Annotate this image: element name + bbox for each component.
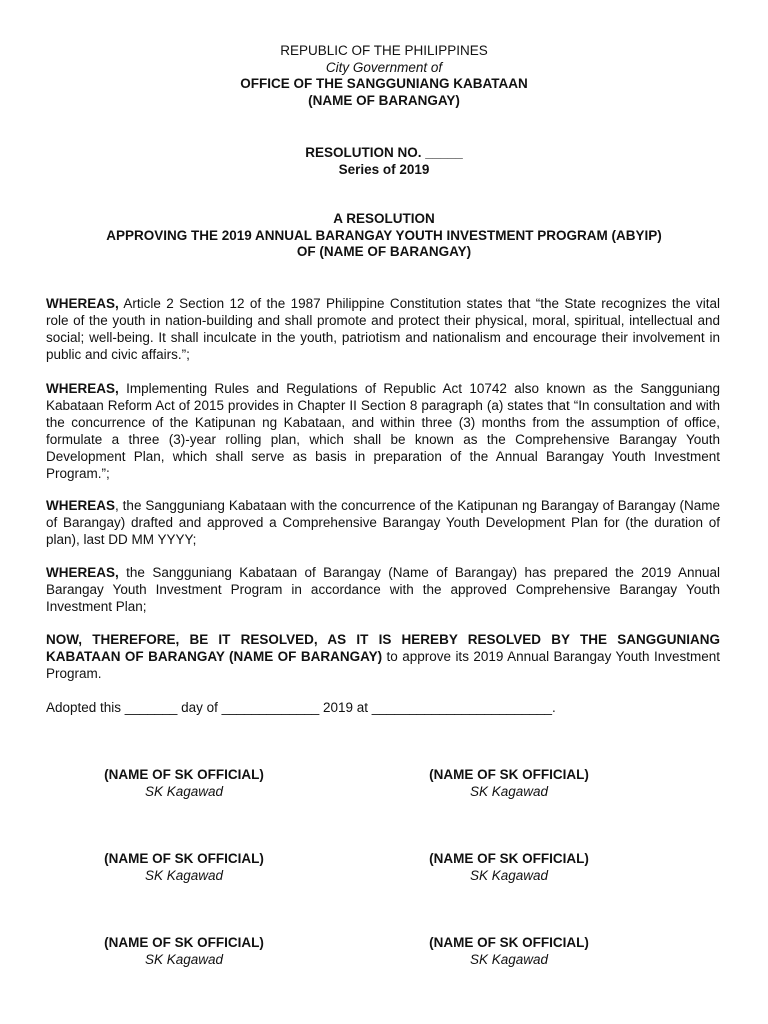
signatory-role: SK Kagawad bbox=[144, 868, 224, 883]
signatory-role: SK Kagawad bbox=[144, 784, 224, 799]
signatory-block bbox=[64, 934, 304, 968]
signatory-block bbox=[389, 766, 629, 800]
whereas-text: the Sangguniang Kabataan of Barangay (Name of Barangay) has prepared the 2019 Annual Barangay Youth Investment Program in accordance with the approved Comprehensive Barangay Youth Investment Plan; bbox=[46, 565, 720, 614]
city-government-line: City Government of bbox=[325, 59, 443, 75]
resolved-clause bbox=[46, 631, 720, 682]
resolution-number: RESOLUTION NO. _____ bbox=[305, 145, 463, 160]
document-header bbox=[0, 43, 768, 109]
office-line: OFFICE OF THE SANGGUNIANG KABATAAN bbox=[240, 76, 528, 91]
barangay-line: (NAME OF BARANGAY) bbox=[308, 92, 460, 108]
whereas-text: , the Sangguniang Kabataan with the concurrence of the Katipunan ng Barangay of Barangay (Name of Barangay) drafted and approved a Comprehensive Barangay Youth Development Plan for (the duration of plan), last DD MM YYYY; bbox=[46, 498, 720, 547]
whereas-lead: WHEREAS, bbox=[46, 381, 119, 396]
resolved-text: to approve its 2019 Annual Barangay Youth Investment Program. bbox=[46, 649, 720, 681]
whereas-lead: WHEREAS, bbox=[46, 565, 119, 580]
whereas-clause-1 bbox=[46, 295, 720, 363]
signatory-block bbox=[64, 850, 304, 884]
signatory-name: (NAME OF SK OFFICIAL) bbox=[104, 767, 264, 782]
signatory-name: (NAME OF SK OFFICIAL) bbox=[429, 767, 589, 782]
signatory-name: (NAME OF SK OFFICIAL) bbox=[429, 851, 589, 866]
resolution-title-line-1: APPROVING THE 2019 ANNUAL BARANGAY YOUTH INVESTMENT PROGRAM (ABYIP) bbox=[106, 227, 662, 243]
whereas-text: Article 2 Section 12 of the 1987 Philippine Constitution states that “the State recognizes the vital role of the youth in nation-building and shall promote and protect their physical, moral, spiritual, intellectual and social; well-being. It shall inculcate in the youth, patriotism and nationalism and encourage their involvement in public and civic affairs.”; bbox=[46, 296, 720, 362]
resolution-title-line-2: OF (NAME OF BARANGAY) bbox=[296, 244, 472, 259]
signatory-role: SK Kagawad bbox=[469, 868, 549, 883]
whereas-lead: WHEREAS bbox=[46, 498, 116, 513]
whereas-clause-3 bbox=[46, 497, 720, 548]
whereas-lead: WHEREAS, bbox=[46, 296, 119, 311]
signatory-role: SK Kagawad bbox=[144, 952, 224, 967]
signatory-name: (NAME OF SK OFFICIAL) bbox=[104, 935, 264, 950]
signatory-block bbox=[389, 850, 629, 884]
adopted-line: Adopted this _______ day of _____________ 2019 at ________________________. bbox=[46, 700, 556, 715]
signatory-role: SK Kagawad bbox=[469, 952, 549, 967]
whereas-clause-2 bbox=[46, 380, 720, 482]
signatory-block bbox=[389, 934, 629, 968]
resolution-series: Series of 2019 bbox=[338, 161, 430, 177]
whereas-clause-4 bbox=[46, 564, 720, 615]
signatory-name: (NAME OF SK OFFICIAL) bbox=[104, 851, 264, 866]
resolved-lead: NOW, THEREFORE, BE IT RESOLVED, AS IT IS HEREBY RESOLVED BY THE SANGGUNIANG KABATAAN OF BARANGAY (NAME OF BARANGAY) bbox=[46, 632, 720, 664]
republic-line: REPUBLIC OF THE PHILIPPINES bbox=[280, 43, 488, 58]
signatory-name: (NAME OF SK OFFICIAL) bbox=[429, 935, 589, 950]
resolution-number-block bbox=[0, 145, 768, 178]
signatory-role: SK Kagawad bbox=[469, 784, 549, 799]
whereas-text: Implementing Rules and Regulations of Republic Act 10742 also known as the Sangguniang Kabataan Reform Act of 2015 provides in Chapter II Section 8 paragraph (a) states that “In consultation and with the concurrence of the Katipunan ng Kabataan, and within three (3) months from the assumption of office, formulate a three (3)-year rolling plan, which shall be known as the Comprehensive Barangay Youth Development Plan, which shall serve as basis in preparation of the Annual Barangay Youth Investment Program.”; bbox=[46, 381, 720, 481]
signatory-block bbox=[64, 766, 304, 800]
resolution-heading: A RESOLUTION bbox=[333, 211, 435, 226]
resolution-title-block bbox=[0, 211, 768, 261]
